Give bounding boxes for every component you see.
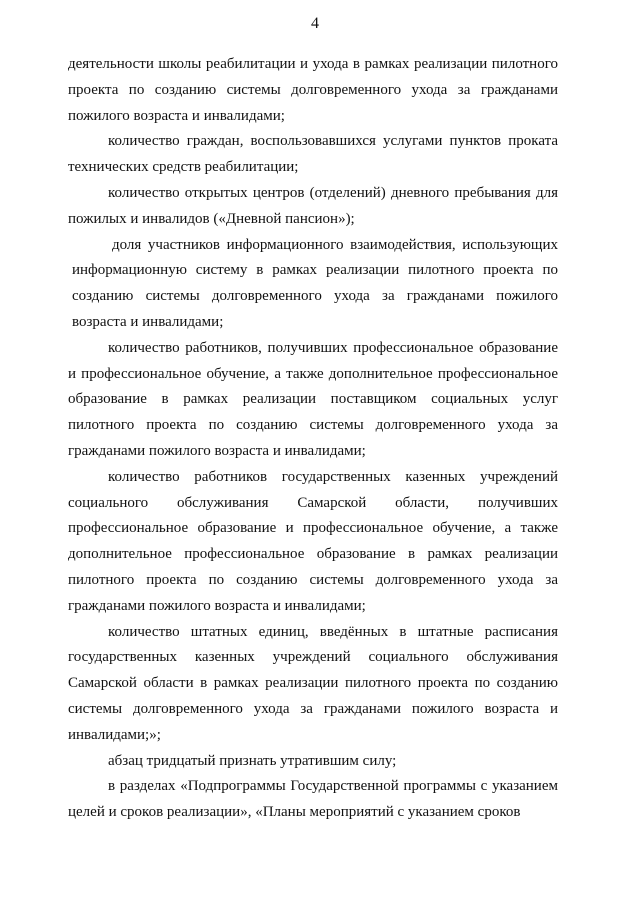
paragraph-information-system: доля участников информационного взаимодействия, использующих информационную систему в рамках реализации пилотного проекта по созданию системы долговременного ухода за гражданами пожилого возраста и инвалидами; xyxy=(72,236,558,330)
paragraph-provider-workers-training: количество работников, получивших профессиональное образование и профессиональное обучение, а также дополнительное профессиональное образование в рамках реализации поставщиком социальных услуг пилотного проекта по созданию системы долговременного ухода за гражданами пожилого возраста и инвалидами; xyxy=(68,339,558,459)
document-body xyxy=(68,52,558,826)
paragraph-staff-units: количество штатных единиц, введённых в штатные расписания государственных казенных учреждений социального обслуживания Самарской области в рамках реализации пилотного проекта по созданию системы долговременного ухода за гражданами пожилого возраста и инвалидами;»; xyxy=(68,623,558,743)
paragraph-sections: в разделах «Подпрограммы Государственной программы с указанием целей и сроков реализации», «Планы мероприятий с указанием сроков xyxy=(68,778,558,821)
paragraph-rental-points: количество граждан, воспользовавшихся услугами пунктов проката технических средств реабилитации; xyxy=(68,133,558,176)
paragraph-thirtieth-abzac: абзац тридцатый признать утратившим силу; xyxy=(108,752,397,769)
paragraph-day-centers: количество открытых центров (отделений) дневного пребывания для пожилых и инвалидов («Дневной пансион»); xyxy=(68,184,558,227)
paragraph-state-workers-training: количество работников государственных казенных учреждений социального обслуживания Самарской области, получивших профессиональное образование и профессиональное обучение, а также дополнительное профессиональное образование в рамках реализации пилотного проекта по созданию системы долговременного ухода за гражданами пожилого возраста и инвалидами; xyxy=(68,468,558,614)
page-number: 4 xyxy=(311,15,319,32)
paragraph-continuation: деятельности школы реабилитации и ухода в рамках реализации пилотного проекта по созданию системы долговременного ухода за гражданами пожилого возраста и инвалидами; xyxy=(68,56,558,124)
